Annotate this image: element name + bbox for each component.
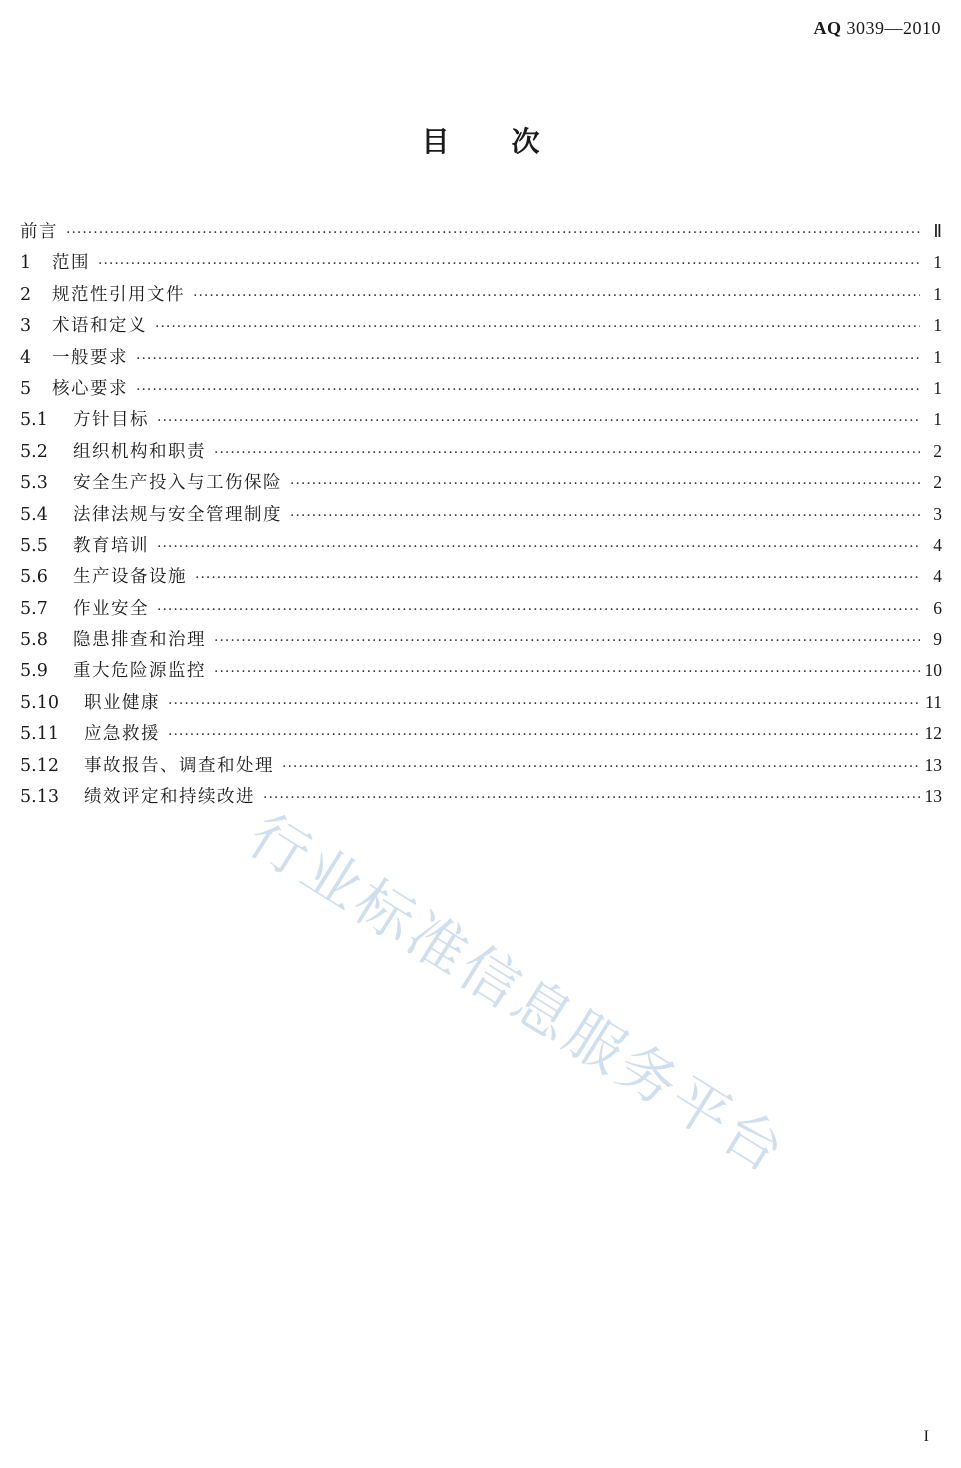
toc-leader-dots bbox=[263, 790, 920, 806]
toc-entry-page: 1 bbox=[933, 346, 942, 367]
toc-entry[interactable] bbox=[20, 249, 942, 280]
watermark-text: 行业标准信息服务平台 bbox=[237, 801, 799, 1188]
toc-entry-page: 4 bbox=[933, 566, 942, 587]
toc-leader-dots bbox=[214, 664, 920, 680]
toc-entry[interactable] bbox=[20, 469, 942, 500]
toc-entry-number: 5.1 bbox=[20, 410, 48, 431]
page-title-char-2: 次 bbox=[511, 125, 540, 158]
toc-entry-label: 作业安全 bbox=[73, 598, 149, 619]
toc-entry-label: 绩效评定和持续改进 bbox=[84, 787, 255, 808]
toc-leader-dots bbox=[136, 382, 920, 398]
toc-entry[interactable] bbox=[20, 595, 942, 626]
toc-entry[interactable] bbox=[20, 783, 942, 814]
toc-entry[interactable] bbox=[20, 720, 942, 751]
toc-entry-page: 1 bbox=[933, 252, 942, 273]
table-of-contents bbox=[20, 218, 942, 814]
toc-leader-dots bbox=[136, 351, 920, 367]
toc-leader-dots bbox=[214, 633, 920, 649]
toc-leader-dots bbox=[193, 288, 920, 304]
toc-entry-label: 重大危险源监控 bbox=[73, 661, 206, 682]
toc-entry[interactable] bbox=[20, 501, 942, 532]
toc-entry-page: 2 bbox=[933, 472, 942, 493]
toc-entry[interactable] bbox=[20, 657, 942, 688]
toc-entry-page: 12 bbox=[924, 723, 942, 744]
toc-leader-dots bbox=[66, 225, 920, 241]
toc-entry[interactable] bbox=[20, 689, 942, 720]
toc-entry-number: 5.10 bbox=[20, 692, 59, 713]
toc-entry-label: 术语和定义 bbox=[52, 316, 147, 337]
toc-entry-label: 规范性引用文件 bbox=[52, 284, 185, 305]
toc-leader-dots bbox=[290, 508, 920, 524]
toc-entry-number: 3 bbox=[20, 316, 32, 337]
toc-entry-number: 5.11 bbox=[20, 724, 59, 745]
toc-entry-page: 13 bbox=[924, 754, 942, 775]
toc-entry-label: 隐患排查和治理 bbox=[73, 630, 206, 651]
toc-entry[interactable] bbox=[20, 532, 942, 563]
toc-entry[interactable] bbox=[20, 626, 942, 657]
toc-entry-label: 职业健康 bbox=[84, 692, 160, 713]
toc-leader-dots bbox=[290, 476, 920, 492]
toc-entry-label: 组织机构和职责 bbox=[73, 441, 206, 462]
toc-entry-number: 5.2 bbox=[20, 441, 48, 462]
toc-entry-page: 1 bbox=[933, 409, 942, 430]
toc-entry-page: 10 bbox=[924, 660, 942, 681]
toc-entry-number: 5.6 bbox=[20, 567, 48, 588]
page-number: I bbox=[923, 1428, 929, 1445]
page-title bbox=[0, 120, 961, 160]
toc-entry-number: 5.8 bbox=[20, 630, 48, 651]
toc-entry-label: 安全生产投入与工伤保险 bbox=[73, 473, 282, 494]
document-code-prefix: AQ bbox=[813, 18, 842, 38]
document-code-number: 3039—2010 bbox=[846, 18, 941, 38]
toc-entry[interactable] bbox=[20, 752, 942, 783]
toc-entry-number: 4 bbox=[20, 347, 32, 368]
toc-leader-dots bbox=[157, 602, 920, 618]
toc-entry-label: 教育培训 bbox=[73, 535, 149, 556]
toc-leader-dots bbox=[214, 445, 920, 461]
toc-leader-dots bbox=[168, 727, 920, 743]
toc-entry-label: 一般要求 bbox=[52, 347, 128, 368]
toc-entry-label: 范围 bbox=[52, 253, 90, 274]
toc-leader-dots bbox=[282, 759, 920, 775]
toc-entry-label: 前言 bbox=[20, 222, 58, 242]
toc-entry[interactable] bbox=[20, 281, 942, 312]
toc-entry-page: 3 bbox=[933, 503, 942, 524]
toc-entry-label: 核心要求 bbox=[52, 378, 128, 399]
toc-entry-number: 1 bbox=[20, 253, 32, 274]
toc-leader-dots bbox=[168, 696, 920, 712]
toc-leader-dots bbox=[157, 539, 920, 555]
toc-entry[interactable] bbox=[20, 218, 942, 249]
toc-entry-number: 2 bbox=[20, 284, 32, 305]
toc-entry-page: 1 bbox=[933, 315, 942, 336]
toc-entry-number: 5.4 bbox=[20, 504, 48, 525]
toc-entry-label: 应急救援 bbox=[84, 724, 160, 745]
toc-entry-number: 5.7 bbox=[20, 598, 48, 619]
toc-entry[interactable] bbox=[20, 438, 942, 469]
toc-entry-page: 2 bbox=[933, 440, 942, 461]
toc-entry-label: 方针目标 bbox=[73, 410, 149, 431]
toc-entry-page: 9 bbox=[933, 629, 942, 650]
toc-entry-label: 法律法规与安全管理制度 bbox=[73, 504, 282, 525]
toc-entry-label: 生产设备设施 bbox=[73, 567, 187, 588]
toc-leader-dots bbox=[157, 413, 920, 429]
document-code bbox=[814, 18, 942, 39]
toc-entry-page: Ⅱ bbox=[933, 221, 942, 241]
toc-entry[interactable] bbox=[20, 344, 942, 375]
toc-entry-label: 事故报告、调查和处理 bbox=[84, 755, 274, 776]
toc-entry[interactable] bbox=[20, 406, 942, 437]
toc-entry-page: 13 bbox=[924, 786, 942, 807]
toc-entry-number: 5.13 bbox=[20, 787, 59, 808]
toc-leader-dots bbox=[155, 319, 920, 335]
page-title-char-1: 目 bbox=[421, 125, 450, 158]
toc-entry-number: 5.5 bbox=[20, 535, 48, 556]
toc-entry[interactable] bbox=[20, 375, 942, 406]
toc-entry-page: 6 bbox=[933, 597, 942, 618]
toc-entry-number: 5.3 bbox=[20, 473, 48, 494]
toc-leader-dots bbox=[195, 570, 920, 586]
toc-entry-page: 1 bbox=[933, 377, 942, 398]
toc-entry-page: 1 bbox=[933, 283, 942, 304]
toc-entry[interactable] bbox=[20, 312, 942, 343]
toc-entry-number: 5.12 bbox=[20, 755, 59, 776]
toc-leader-dots bbox=[98, 256, 920, 272]
toc-entry-page: 4 bbox=[933, 534, 942, 555]
toc-entry[interactable] bbox=[20, 563, 942, 594]
toc-entry-number: 5 bbox=[20, 378, 32, 399]
toc-entry-page: 11 bbox=[925, 691, 942, 712]
toc-entry-number: 5.9 bbox=[20, 661, 48, 682]
